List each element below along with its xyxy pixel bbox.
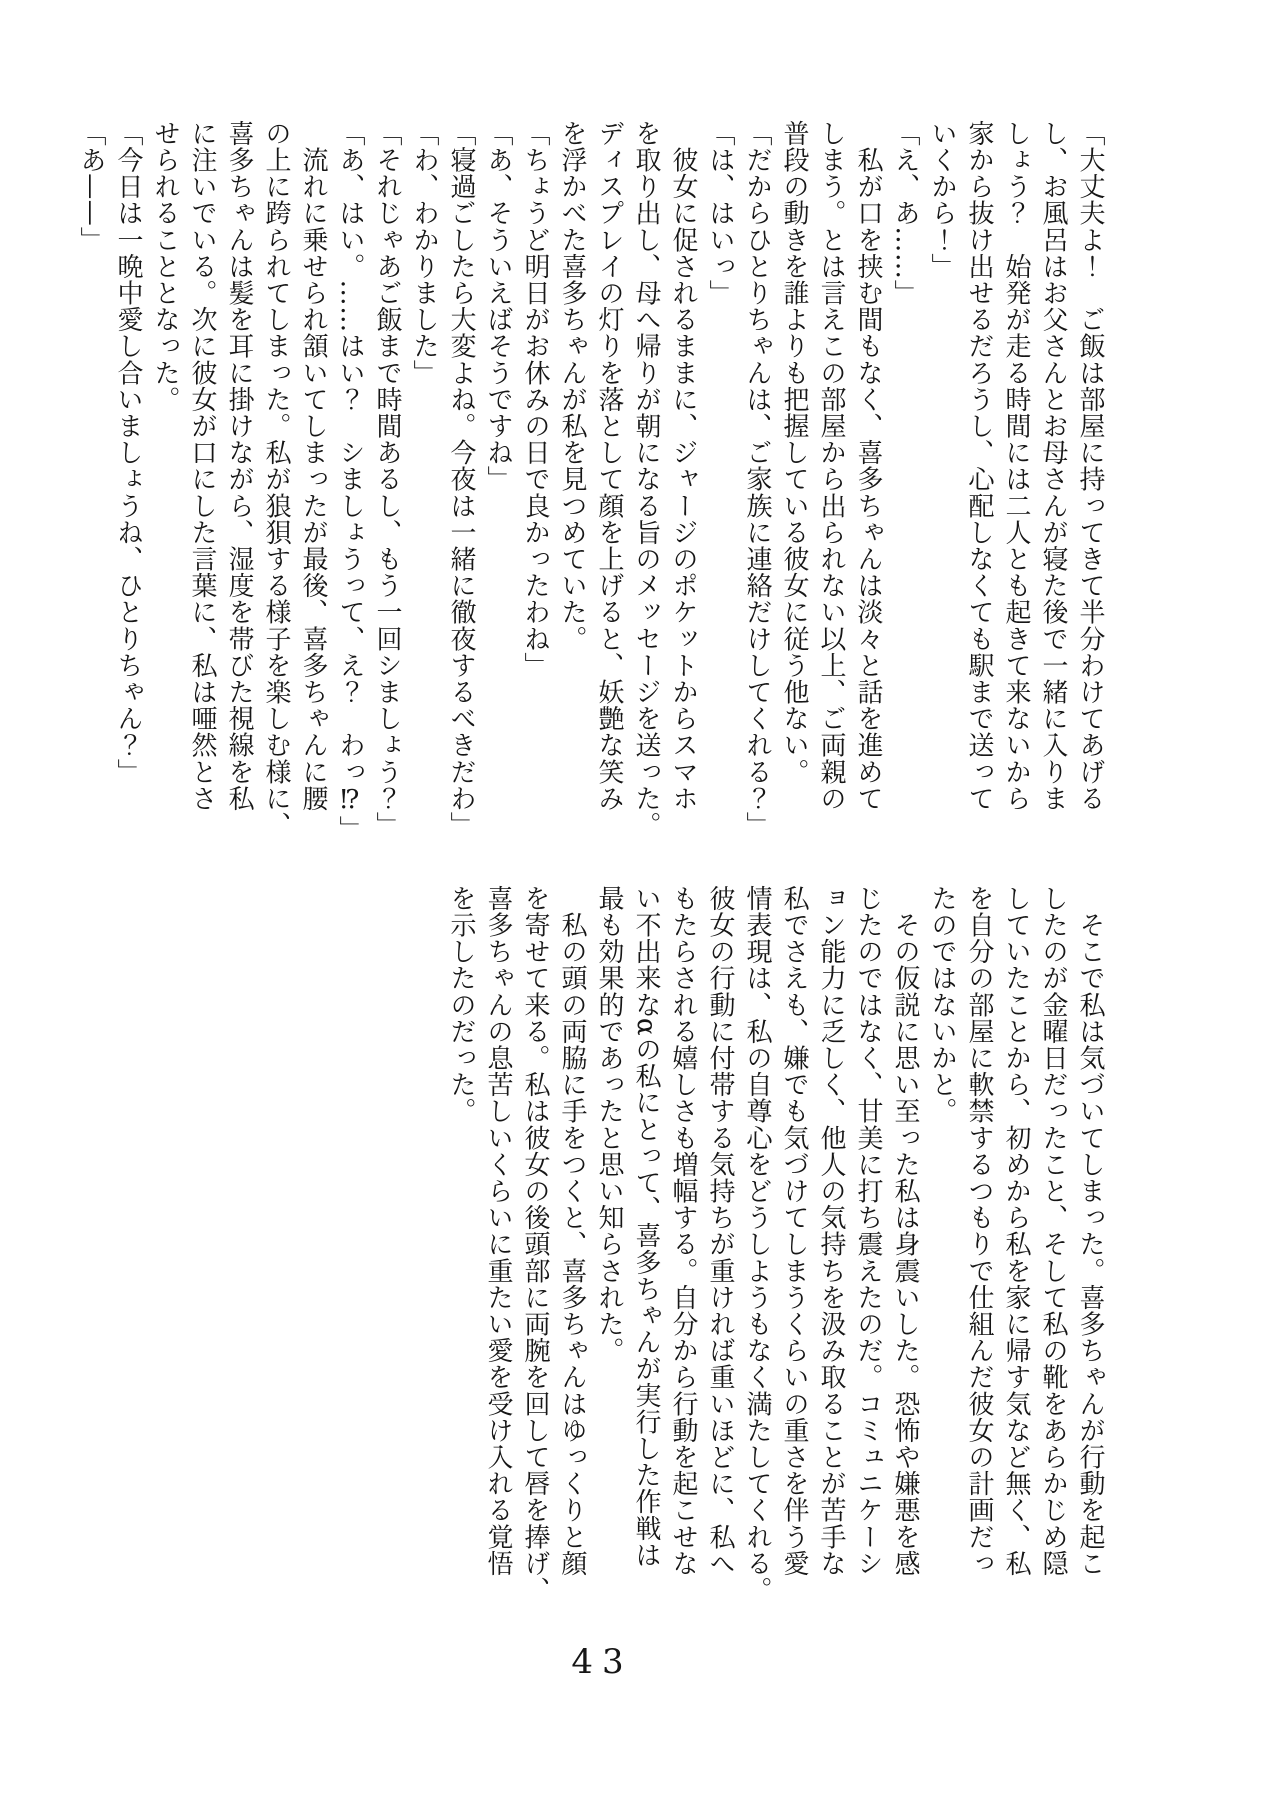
- text-line: 「あ、はい。……はい？ シましょうって、え？ わっ⁉」: [335, 120, 365, 843]
- text-line: 「大丈夫よ！ ご飯は部屋に持ってきて半分わけてあげる: [1075, 120, 1105, 812]
- text-line: 「あ、そういえばそうですね」: [483, 120, 513, 493]
- text-line: 家から抜け出せるだろうし、心配しなくても駅まで送って: [964, 120, 994, 812]
- text-line: 彼女の行動に付帯する気持ちが重ければ重いほどに、私へ: [705, 885, 735, 1577]
- text-line: 最も効果的であったと思い知らされた。: [594, 885, 624, 1364]
- text-line: もたらされる嬉しさも増幅する。自分から行動を起こせな: [668, 885, 698, 1577]
- text-line: しょう？ 始発が走る時間には二人とも起きて来ないから: [1001, 120, 1031, 812]
- text-line: 喜多ちゃんの息苦しいくらいに重たい愛を受け入れる覚悟: [483, 885, 513, 1577]
- text-line: に注いでいる。次に彼女が口にした言葉に、私は唖然とさ: [187, 120, 217, 812]
- monologue-text-block: [442, 885, 1108, 1607]
- text-line: 情表現は、私の自尊心をどうしようもなく満たしてくれる。: [742, 885, 772, 1604]
- text-line: その仮説に思い至った私は身震いした。恐怖や嫌悪を感: [890, 885, 920, 1577]
- page-number: 43: [571, 1642, 633, 1682]
- text-line: ョン能力に乏しく、他人の気持ちを汲み取ることが苦手な: [816, 885, 846, 1577]
- text-line: じたのではなく、甘美に打ち震えたのだ。コミュニケーシ: [853, 885, 883, 1577]
- text-line: しまう。とは言えこの部屋から出られない以上、ご両親の: [816, 120, 846, 812]
- text-line: 「今日は一晩中愛し合いましょうね、ひとりちゃん？」: [113, 120, 143, 785]
- text-line: 私でさえも、嫌でも気づけてしまうくらいの重さを伴う愛: [779, 885, 809, 1577]
- text-line: 「わ、わかりました」: [409, 120, 439, 386]
- text-line: を寄せて来る。私は彼女の後頭部に両腕を回して唇を捧げ、: [520, 885, 550, 1604]
- text-line: 普段の動きを誰よりも把握している彼女に従う他ない。: [779, 120, 809, 785]
- text-line: ディスプレイの灯りを落として顔を上げると、妖艶な笑み: [594, 120, 624, 812]
- text-line: たのではないかと。: [927, 885, 957, 1125]
- text-line: 「あ——」: [76, 120, 106, 253]
- text-line: し、お風呂はお父さんとお母さんが寝た後で一緒に入りま: [1038, 120, 1068, 812]
- text-line: いくから！」: [927, 120, 957, 280]
- text-line: したのが金曜日だったこと、そして私の靴をあらかじめ隠: [1038, 885, 1068, 1577]
- text-line: い不出来なαの私にとって、喜多ちゃんが実行した作戦は: [631, 885, 661, 1569]
- text-line: 「ちょうど明日がお休みの日で良かったわね」: [520, 120, 550, 679]
- text-line: していたことから、初めから私を家に帰す気など無く、私: [1001, 885, 1031, 1577]
- text-line: 彼女に促されるままに、ジャージのポケットからスマホ: [668, 120, 698, 812]
- text-line: の上に跨られてしまった。私が狼狽する様子を楽しむ様に、: [261, 120, 291, 839]
- text-line: 喜多ちゃんは髪を耳に掛けながら、湿度を帯びた視線を私: [224, 120, 254, 812]
- text-line: 「は、はいっ」: [705, 120, 735, 307]
- text-line: を示したのだった。: [446, 885, 476, 1125]
- text-line: 私が口を挟む間もなく、喜多ちゃんは淡々と話を進めて: [853, 120, 883, 812]
- text-line: そこで私は気づいてしまった。喜多ちゃんが行動を起こ: [1075, 885, 1105, 1577]
- text-line: を浮かべた喜多ちゃんが私を見つめていた。: [557, 120, 587, 652]
- dialogue-text-block: [72, 120, 1108, 842]
- text-line: 「寝過ごしたら大変よね。今夜は一緒に徹夜するべきだわ」: [446, 120, 476, 839]
- text-line: を取り出し、母へ帰りが朝になる旨のメッセージを送った。: [631, 120, 661, 839]
- text-line: せられることとなった。: [150, 120, 180, 413]
- text-line: 「だからひとりちゃんは、ご家族に連絡だけしてくれる？」: [742, 120, 772, 839]
- text-line: を自分の部屋に軟禁するつもりで仕組んだ彼女の計画だっ: [964, 885, 994, 1577]
- text-line: 「それじゃあご飯まで時間あるし、もう一回シましょう？」: [372, 120, 402, 839]
- text-line: 「え、あ……」: [890, 120, 920, 307]
- text-line: 流れに乗せられ頷いてしまったが最後、喜多ちゃんに腰: [298, 120, 328, 812]
- text-line: 私の頭の両脇に手をつくと、喜多ちゃんはゆっくりと顔: [557, 885, 587, 1577]
